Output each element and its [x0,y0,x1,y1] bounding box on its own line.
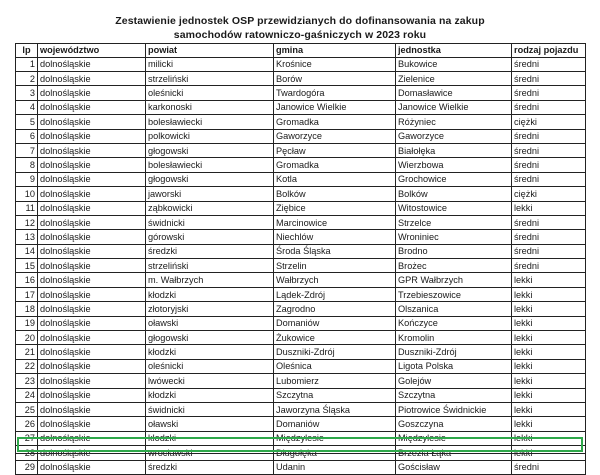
cell-gmina: Duszniki-Zdrój [274,345,396,359]
table-body [16,57,586,474]
cell-wojewodztwo: dolnośląskie [38,143,146,157]
cell-powiat: wrocławski [146,446,274,460]
cell-gmina: Środa Śląska [274,244,396,258]
cell-lp: 20 [16,331,38,345]
cell-jednostka: Witostowice [396,201,512,215]
highlighted-row-frame [17,437,583,452]
table-row [16,172,586,186]
cell-rodzaj-pojazdu: średni [512,460,586,474]
table-row [16,158,586,172]
table-row [16,417,586,431]
table-row [16,345,586,359]
cell-rodzaj-pojazdu: lekki [512,417,586,431]
cell-powiat: bolesławiecki [146,115,274,129]
table-row [16,230,586,244]
cell-wojewodztwo: dolnośląskie [38,402,146,416]
cell-rodzaj-pojazdu: lekki [512,431,586,445]
osp-units-table [15,43,586,475]
header-gmina: gmina [274,44,396,58]
cell-powiat: głogowski [146,172,274,186]
cell-gmina: Wałbrzych [274,273,396,287]
cell-powiat: oleśnicki [146,86,274,100]
cell-rodzaj-pojazdu: średni [512,86,586,100]
cell-wojewodztwo: dolnośląskie [38,446,146,460]
cell-powiat: oławski [146,316,274,330]
cell-rodzaj-pojazdu: średni [512,215,586,229]
cell-jednostka: Grochowice [396,172,512,186]
cell-lp: 23 [16,374,38,388]
cell-jednostka: Duszniki-Zdrój [396,345,512,359]
cell-lp: 7 [16,143,38,157]
cell-wojewodztwo: dolnośląskie [38,215,146,229]
document-title [0,14,600,42]
table-row [16,100,586,114]
table-row [16,86,586,100]
cell-wojewodztwo: dolnośląskie [38,345,146,359]
title-line-1: Zestawienie jednostek OSP przewidzianych do dofinansowania na zakup [115,15,485,27]
cell-lp: 21 [16,345,38,359]
table-row [16,71,586,85]
cell-wojewodztwo: dolnośląskie [38,201,146,215]
cell-rodzaj-pojazdu: ciężki [512,115,586,129]
cell-jednostka: Białołęka [396,143,512,157]
table-row [16,316,586,330]
cell-rodzaj-pojazdu: lekki [512,446,586,460]
cell-gmina: Gromadka [274,115,396,129]
cell-gmina: Kotla [274,172,396,186]
cell-gmina: Bolków [274,187,396,201]
cell-gmina: Lądek-Zdrój [274,287,396,301]
cell-rodzaj-pojazdu: średni [512,71,586,85]
cell-jednostka: Bukowice [396,57,512,71]
cell-jednostka: Golejów [396,374,512,388]
table-row [16,187,586,201]
cell-gmina: Borów [274,71,396,85]
cell-rodzaj-pojazdu: lekki [512,273,586,287]
cell-jednostka: GPR Wałbrzych [396,273,512,287]
cell-jednostka: Piotrowice Świdnickie [396,402,512,416]
cell-jednostka: Trzebieszowice [396,287,512,301]
cell-jednostka: Wierzbowa [396,158,512,172]
cell-lp: 19 [16,316,38,330]
cell-gmina: Ziębice [274,201,396,215]
cell-wojewodztwo: dolnośląskie [38,187,146,201]
cell-gmina: Lubomierz [274,374,396,388]
cell-powiat: strzeliński [146,71,274,85]
cell-powiat: kłodzki [146,388,274,402]
table-row [16,287,586,301]
cell-jednostka: Brożec [396,259,512,273]
cell-powiat: jaworski [146,187,274,201]
cell-wojewodztwo: dolnośląskie [38,431,146,445]
cell-lp: 1 [16,57,38,71]
cell-lp: 25 [16,402,38,416]
table-row [16,143,586,157]
cell-lp: 24 [16,388,38,402]
cell-powiat: średzki [146,244,274,258]
cell-lp: 18 [16,302,38,316]
cell-powiat: średzki [146,460,274,474]
cell-lp: 11 [16,201,38,215]
table-row [16,331,586,345]
cell-rodzaj-pojazdu: lekki [512,331,586,345]
header-jednostka: jednostka [396,44,512,58]
cell-lp: 28 [16,446,38,460]
cell-wojewodztwo: dolnośląskie [38,86,146,100]
table-row [16,129,586,143]
cell-gmina: Marcinowice [274,215,396,229]
cell-jednostka: Janowice Wielkie [396,100,512,114]
cell-powiat: milicki [146,57,274,71]
cell-rodzaj-pojazdu: średni [512,100,586,114]
cell-gmina: Niechlów [274,230,396,244]
cell-wojewodztwo: dolnośląskie [38,57,146,71]
table-continuation-edge [15,453,585,459]
cell-wojewodztwo: dolnośląskie [38,273,146,287]
cell-wojewodztwo: dolnośląskie [38,417,146,431]
cell-lp: 6 [16,129,38,143]
cell-rodzaj-pojazdu: średni [512,158,586,172]
cell-lp: 13 [16,230,38,244]
cell-rodzaj-pojazdu: lekki [512,374,586,388]
cell-powiat: głogowski [146,143,274,157]
cell-powiat: oleśnicki [146,359,274,373]
cell-jednostka: Olszanica [396,302,512,316]
cell-gmina: Udanin [274,460,396,474]
table-row [16,201,586,215]
cell-gmina: Oleśnica [274,359,396,373]
table-row [16,273,586,287]
cell-wojewodztwo: dolnośląskie [38,244,146,258]
cell-jednostka: Wroniniec [396,230,512,244]
cell-jednostka: Strzelce [396,215,512,229]
cell-jednostka: Gaworzyce [396,129,512,143]
cell-gmina: Długołęka [274,446,396,460]
cell-wojewodztwo: dolnośląskie [38,302,146,316]
cell-powiat: kłodzki [146,345,274,359]
cell-powiat: m. Wałbrzych [146,273,274,287]
cell-lp: 14 [16,244,38,258]
cell-jednostka: Ligota Polska [396,359,512,373]
cell-lp: 2 [16,71,38,85]
cell-rodzaj-pojazdu: średni [512,230,586,244]
cell-wojewodztwo: dolnośląskie [38,259,146,273]
cell-powiat: głogowski [146,331,274,345]
cell-gmina: Twardogóra [274,86,396,100]
cell-powiat: ząbkowicki [146,201,274,215]
cell-powiat: karkonoski [146,100,274,114]
header-rodzaj-pojazdu: rodzaj pojazdu [512,44,586,58]
cell-rodzaj-pojazdu: średni [512,143,586,157]
cell-powiat: świdnicki [146,215,274,229]
table-row [16,460,586,474]
cell-gmina: Międzylesie [274,431,396,445]
cell-lp: 16 [16,273,38,287]
cell-powiat: kłodzki [146,287,274,301]
cell-powiat: kłodzki [146,431,274,445]
cell-jednostka: Brzezia Łąka [396,446,512,460]
cell-powiat: górowski [146,230,274,244]
cell-rodzaj-pojazdu: lekki [512,402,586,416]
cell-lp: 15 [16,259,38,273]
cell-wojewodztwo: dolnośląskie [38,115,146,129]
cell-gmina: Strzelin [274,259,396,273]
cell-gmina: Domaniów [274,417,396,431]
cell-rodzaj-pojazdu: lekki [512,345,586,359]
table-row [16,115,586,129]
table-row [16,302,586,316]
cell-wojewodztwo: dolnośląskie [38,374,146,388]
cell-rodzaj-pojazdu: lekki [512,388,586,402]
cell-rodzaj-pojazdu: średni [512,244,586,258]
cell-gmina: Zagrodno [274,302,396,316]
cell-wojewodztwo: dolnośląskie [38,287,146,301]
cell-rodzaj-pojazdu: lekki [512,359,586,373]
cell-wojewodztwo: dolnośląskie [38,331,146,345]
cell-wojewodztwo: dolnośląskie [38,172,146,186]
cell-powiat: oławski [146,417,274,431]
cell-lp: 5 [16,115,38,129]
cell-jednostka: Goszczyna [396,417,512,431]
table-row [16,359,586,373]
cell-wojewodztwo: dolnośląskie [38,129,146,143]
cell-jednostka: Gościsław [396,460,512,474]
cell-powiat: świdnicki [146,402,274,416]
cell-lp: 29 [16,460,38,474]
cell-powiat: polkowicki [146,129,274,143]
cell-jednostka: Kończyce [396,316,512,330]
cell-jednostka: Domasławice [396,86,512,100]
cell-rodzaj-pojazdu: średni [512,57,586,71]
cell-rodzaj-pojazdu: ciężki [512,187,586,201]
cell-wojewodztwo: dolnośląskie [38,388,146,402]
table-row [16,402,586,416]
cell-lp: 12 [16,215,38,229]
cell-rodzaj-pojazdu: średni [512,129,586,143]
cell-gmina: Jaworzyna Śląska [274,402,396,416]
cell-gmina: Szczytna [274,388,396,402]
cell-wojewodztwo: dolnośląskie [38,100,146,114]
cell-lp: 22 [16,359,38,373]
cell-wojewodztwo: dolnośląskie [38,316,146,330]
table-header-row [16,44,586,58]
cell-wojewodztwo: dolnośląskie [38,230,146,244]
table-row [16,374,586,388]
cell-lp: 10 [16,187,38,201]
header-powiat: powiat [146,44,274,58]
cell-powiat: złotoryjski [146,302,274,316]
cell-wojewodztwo: dolnośląskie [38,158,146,172]
cell-jednostka: Zielenice [396,71,512,85]
cell-wojewodztwo: dolnośląskie [38,359,146,373]
cell-jednostka: Brodno [396,244,512,258]
cell-powiat: bolesławiecki [146,158,274,172]
cell-gmina: Żukowice [274,331,396,345]
cell-gmina: Domaniów [274,316,396,330]
cell-rodzaj-pojazdu: lekki [512,302,586,316]
cell-powiat: lwówecki [146,374,274,388]
cell-powiat: strzeliński [146,259,274,273]
table-row [16,244,586,258]
cell-lp: 8 [16,158,38,172]
cell-jednostka: Międzylesie [396,431,512,445]
cell-gmina: Gaworzyce [274,129,396,143]
cell-rodzaj-pojazdu: średni [512,172,586,186]
table-row [16,259,586,273]
table-row [16,57,586,71]
header-lp: lp [16,44,38,58]
cell-lp: 27 [16,431,38,445]
cell-jednostka: Bolków [396,187,512,201]
cell-lp: 9 [16,172,38,186]
cell-gmina: Pęcław [274,143,396,157]
cell-lp: 26 [16,417,38,431]
cell-rodzaj-pojazdu: lekki [512,287,586,301]
table-row [16,215,586,229]
cell-lp: 17 [16,287,38,301]
cell-gmina: Janowice Wielkie [274,100,396,114]
cell-lp: 4 [16,100,38,114]
cell-wojewodztwo: dolnośląskie [38,71,146,85]
cell-lp: 3 [16,86,38,100]
title-line-2: samochodów ratowniczo-gaśniczych w 2023 roku [173,29,427,41]
cell-gmina: Krośnice [274,57,396,71]
table-row [16,388,586,402]
cell-jednostka: Kromolin [396,331,512,345]
header-wojewodztwo: województwo [38,44,146,58]
cell-rodzaj-pojazdu: lekki [512,201,586,215]
cell-gmina: Gromadka [274,158,396,172]
cell-rodzaj-pojazdu: lekki [512,316,586,330]
cell-rodzaj-pojazdu: średni [512,259,586,273]
cell-jednostka: Szczytna [396,388,512,402]
cell-jednostka: Różyniec [396,115,512,129]
cell-wojewodztwo: dolnośląskie [38,460,146,474]
